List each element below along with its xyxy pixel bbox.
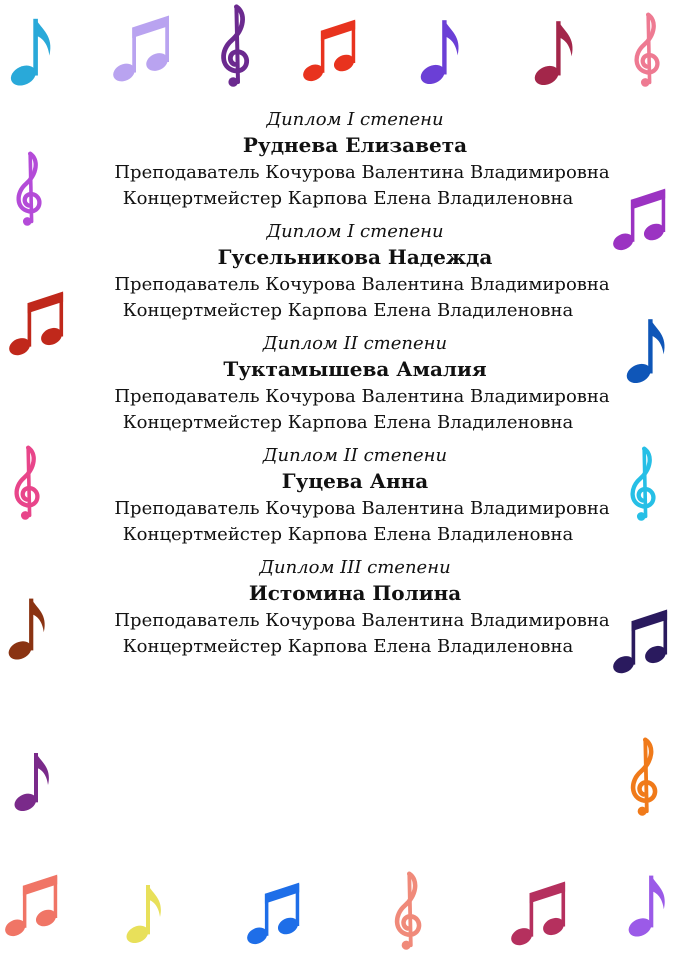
diploma-degree: Диплом III степени	[259, 557, 451, 578]
treble-clef-icon	[214, 2, 254, 90]
beamed-notes-icon	[302, 8, 358, 90]
teacher-line: Преподаватель Кочурова Валентина Владимировна	[114, 498, 610, 519]
treble-clef-icon	[628, 8, 664, 92]
teacher-line: Преподаватель Кочурова Валентина Владимировна	[114, 162, 610, 183]
diploma-degree: Диплом I степени	[266, 109, 444, 130]
award-entry	[60, 556, 650, 660]
accompanist-line: Концертмейстер Карпова Елена Владиленовна	[122, 300, 574, 321]
accompanist-line: Концертмейстер Карпова Елена Владиленовна	[122, 188, 574, 209]
beamed-notes-icon	[112, 6, 172, 88]
treble-clef-icon	[624, 734, 662, 820]
eighth-note-icon	[12, 738, 52, 824]
award-entry	[60, 108, 650, 212]
teacher-line: Преподаватель Кочурова Валентина Владимировна	[114, 274, 610, 295]
beamed-notes-icon	[246, 870, 302, 954]
student-name: Руднева Елизавета	[242, 133, 468, 157]
accompanist-line: Концертмейстер Карпова Елена Владиленовна	[122, 524, 574, 545]
eighth-note-icon	[626, 862, 668, 948]
teacher-line: Преподаватель Кочурова Валентина Владимировна	[114, 386, 610, 407]
treble-clef-icon	[8, 440, 44, 526]
award-entry	[60, 220, 650, 324]
diploma-degree: Диплом I степени	[266, 221, 444, 242]
eighth-note-icon	[124, 872, 164, 954]
teacher-line: Преподаватель Кочурова Валентина Владимировна	[114, 610, 610, 631]
student-name: Гусельникова Надежда	[217, 245, 493, 269]
award-entry	[60, 332, 650, 436]
treble-clef-icon	[388, 868, 426, 954]
beamed-notes-icon	[4, 862, 60, 946]
accompanist-line: Концертмейстер Карпова Елена Владиленовна	[122, 412, 574, 433]
diploma-degree: Диплом II степени	[262, 445, 448, 466]
treble-clef-icon	[10, 148, 46, 230]
award-entry	[60, 444, 650, 548]
diploma-degree: Диплом II степени	[262, 333, 448, 354]
eighth-note-icon	[8, 8, 54, 94]
eighth-note-icon	[6, 586, 48, 670]
award-list	[60, 108, 650, 668]
student-name: Истомина Полина	[248, 581, 462, 605]
eighth-note-icon	[418, 10, 462, 92]
eighth-note-icon	[532, 10, 576, 94]
beamed-notes-icon	[510, 870, 568, 954]
accompanist-line: Концертмейстер Карпова Елена Владиленовна	[122, 636, 574, 657]
student-name: Туктамышева Амалия	[223, 357, 487, 381]
student-name: Гуцева Анна	[281, 469, 429, 493]
